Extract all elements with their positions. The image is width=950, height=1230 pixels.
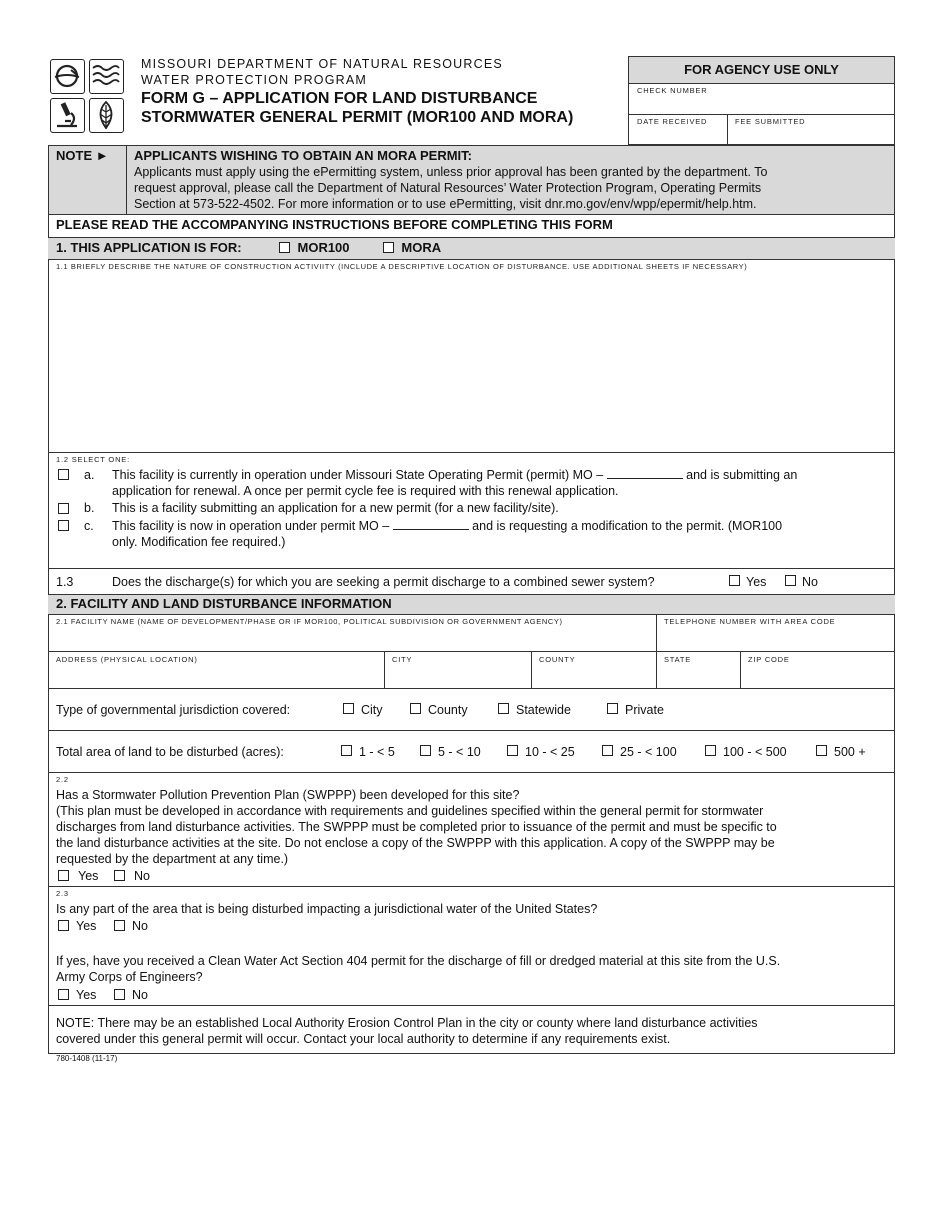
q2-3b-line2: Army Corps of Engineers? xyxy=(56,970,203,984)
swppp-yes-checkbox[interactable] xyxy=(58,870,69,881)
q2-3b-line1: If yes, have you received a Clean Water Act Section 404 permit for the discharge of fill or dredged material at this site from the U.S. xyxy=(56,954,781,968)
area-100-500-checkbox[interactable] xyxy=(705,745,716,756)
option-b-text: This is a facility submitting an application for a new permit (for a new facility/site). xyxy=(112,501,559,515)
combined-sewer-yes-checkbox[interactable] xyxy=(729,575,740,586)
q2-2-line3: discharges from land disturbance activities. The SWPPP must be completed prior to issuance of the permit and must be specific to xyxy=(56,820,777,834)
q2-2-line1: Has a Stormwater Pollution Prevention Plan (SWPPP) been developed for this site? xyxy=(56,788,520,802)
option-a-checkbox[interactable] xyxy=(58,469,69,480)
mor100-checkbox[interactable] xyxy=(279,242,290,253)
q1-1-label: 1.1 BRIEFLY DESCRIBE THE NATURE OF CONSTRUCTION ACTIVIITY (INCLUDE A DESCRIPTIVE LOCATION OF DISTURBANCE. USE ADDITIONAL SHEETS IF NECESSARY) xyxy=(56,262,748,271)
q2-3-line1: Is any part of the area that is being disturbed impacting a jurisdictional water of the United States? xyxy=(56,902,598,916)
jurisdiction-private-checkbox[interactable] xyxy=(607,703,618,714)
fee-submitted-label: FEE SUBMITTED xyxy=(735,117,806,126)
section404-yes-label: Yes xyxy=(76,988,97,1002)
local-authority-note-line1: NOTE: There may be an established Local Authority Erosion Control Plan in the city or county where land disturbance activities xyxy=(56,1016,758,1030)
facility-name-label: 2.1 FACILITY NAME (NAME OF DEVELOPMENT/PHASE OR IF MOR100, POLITICAL SUBDIVISION OR GOVERNMENT AGENCY) xyxy=(56,617,563,626)
area-label: Total area of land to be disturbed (acres): xyxy=(56,745,284,759)
area-10-25-label: 10 - < 25 xyxy=(525,745,575,759)
jurisdiction-statewide-label: Statewide xyxy=(516,703,571,717)
city-field[interactable] xyxy=(385,666,530,688)
q1-3-number: 1.3 xyxy=(56,575,74,589)
check-number-field[interactable] xyxy=(629,95,894,114)
option-b-checkbox[interactable] xyxy=(58,503,69,514)
option-c-checkbox[interactable] xyxy=(58,520,69,531)
note-line3: Section at 573-522-4502. For more information or to use ePermitting, visit dnr.mo.gov/env/wpp/epermit/help.htm. xyxy=(134,197,757,211)
area-5-10-label: 5 - < 10 xyxy=(438,745,481,759)
q2-2-line2: (This plan must be developed in accordance with requirements and guidelines specified within the general permit for stormwater xyxy=(56,804,764,818)
zip-label: ZIP CODE xyxy=(748,655,790,664)
area-10-25-checkbox[interactable] xyxy=(507,745,518,756)
jurisdiction-county-label: County xyxy=(428,703,468,717)
q1-2-label: 1.2 SELECT ONE: xyxy=(56,455,130,464)
option-a-letter: a. xyxy=(84,468,95,482)
check-number-label: CHECK NUMBER xyxy=(637,86,708,95)
swppp-no-label: No xyxy=(134,869,150,883)
agency-use-title: FOR AGENCY USE ONLY xyxy=(629,57,894,84)
jurisdictional-water-yes-checkbox[interactable] xyxy=(58,920,69,931)
note-heading: APPLICANTS WISHING TO OBTAIN AN MORA PERMIT: xyxy=(134,148,472,163)
option-a-line1: This facility is currently in operation under Missouri State Operating Permit (permit) MO – and is submitting an xyxy=(112,468,798,482)
note-line1: Applicants must apply using the ePermitting system, unless prior approval has been granted by the department. To xyxy=(134,165,768,179)
combined-sewer-yes-label: Yes xyxy=(746,575,767,589)
date-received-label: DATE RECEIVED xyxy=(637,117,708,126)
option-c-letter: c. xyxy=(84,519,94,533)
swppp-no-checkbox[interactable] xyxy=(114,870,125,881)
modification-permit-number-field[interactable] xyxy=(393,518,469,530)
mor100-label: MOR100 xyxy=(297,240,350,255)
construction-description-field[interactable] xyxy=(49,273,894,451)
renewal-permit-number-field[interactable] xyxy=(607,467,683,479)
area-25-100-checkbox[interactable] xyxy=(602,745,613,756)
combined-sewer-no-label: No xyxy=(802,575,818,589)
jurisdiction-label: Type of governmental jurisdiction covered: xyxy=(56,703,291,717)
jurisdiction-private-label: Private xyxy=(625,703,664,717)
form-number: 780-1408 (11-17) xyxy=(56,1054,118,1063)
mora-label: MORA xyxy=(401,240,442,255)
microscope-icon xyxy=(50,98,85,133)
q1-3-text: Does the discharge(s) for which you are seeking a permit discharge to a combined sewer system? xyxy=(112,575,655,589)
section1-title: 1. THIS APPLICATION IS FOR: xyxy=(56,240,242,255)
jurisdiction-county-checkbox[interactable] xyxy=(410,703,421,714)
leaf-icon xyxy=(89,98,124,133)
local-authority-note-line2: covered under this general permit will occur. Contact your local authority to determine if any requirements exist. xyxy=(56,1032,671,1046)
area-100-500-label: 100 - < 500 xyxy=(723,745,787,759)
telephone-field[interactable] xyxy=(657,628,894,650)
section404-no-checkbox[interactable] xyxy=(114,989,125,1000)
instructions-banner: PLEASE READ THE ACCOMPANYING INSTRUCTIONS BEFORE COMPLETING THIS FORM xyxy=(56,217,613,232)
option-c-line2: only. Modification fee required.) xyxy=(112,535,286,549)
city-label: CITY xyxy=(392,655,413,664)
q2-3-number: 2.3 xyxy=(56,889,69,898)
state-label: STATE xyxy=(664,655,692,664)
form-title-line2: STORMWATER GENERAL PERMIT (MOR100 AND MORA) xyxy=(141,109,574,126)
address-label: ADDRESS (PHYSICAL LOCATION) xyxy=(56,655,198,664)
area-500-plus-label: 500 + xyxy=(834,745,866,759)
swppp-yes-label: Yes xyxy=(78,869,99,883)
water-icon xyxy=(89,59,124,94)
area-5-10-checkbox[interactable] xyxy=(420,745,431,756)
facility-name-field[interactable] xyxy=(49,628,654,650)
section2-header: 2. FACILITY AND LAND DISTURBANCE INFORMATION xyxy=(48,595,895,614)
note-line2: request approval, please call the Department of Natural Resources’ Water Protection Program, Operating Permits xyxy=(134,181,762,195)
q2-2-number: 2.2 xyxy=(56,775,69,784)
zip-field[interactable] xyxy=(741,666,894,688)
option-b-letter: b. xyxy=(84,501,95,515)
jurisdiction-city-checkbox[interactable] xyxy=(343,703,354,714)
option-a-line2: application for renewal. A once per permit cycle fee is required with this renewal application. xyxy=(112,484,619,498)
area-500-plus-checkbox[interactable] xyxy=(816,745,827,756)
dnr-logo xyxy=(48,57,128,137)
q2-2-line4: the land disturbance activities at the site. Do not enclose a copy of the SWPPP with this application. A copy of the SWPPP may be xyxy=(56,836,775,850)
state-field[interactable] xyxy=(657,666,739,688)
jurisdiction-city-label: City xyxy=(361,703,383,717)
program-name: WATER PROTECTION PROGRAM xyxy=(141,73,368,87)
jurisdiction-statewide-checkbox[interactable] xyxy=(498,703,509,714)
option-c-line1: This facility is now in operation under permit MO – and is requesting a modification to the permit. (MOR100 xyxy=(112,519,783,533)
agency-use-box xyxy=(628,56,895,145)
telephone-label: TELEPHONE NUMBER WITH AREA CODE xyxy=(664,617,836,626)
address-field[interactable] xyxy=(49,666,383,688)
section404-yes-checkbox[interactable] xyxy=(58,989,69,1000)
county-field[interactable] xyxy=(532,666,655,688)
section1-header xyxy=(48,238,895,259)
county-label: COUNTY xyxy=(539,655,576,664)
q2-2-line5: requested by the department at any time.) xyxy=(56,852,289,866)
mora-checkbox[interactable] xyxy=(383,242,394,253)
jurisdictional-water-no-label: No xyxy=(132,919,148,933)
area-1-5-label: 1 - < 5 xyxy=(359,745,395,759)
air-icon xyxy=(50,59,85,94)
area-1-5-checkbox[interactable] xyxy=(341,745,352,756)
form-title-line1: FORM G – APPLICATION FOR LAND DISTURBANCE xyxy=(141,90,538,107)
jurisdictional-water-yes-label: Yes xyxy=(76,919,97,933)
agency-name: MISSOURI DEPARTMENT OF NATURAL RESOURCES xyxy=(141,57,503,71)
note-label: NOTE ► xyxy=(56,148,109,163)
jurisdictional-water-no-checkbox[interactable] xyxy=(114,920,125,931)
combined-sewer-no-checkbox[interactable] xyxy=(785,575,796,586)
section404-no-label: No xyxy=(132,988,148,1002)
area-25-100-label: 25 - < 100 xyxy=(620,745,677,759)
